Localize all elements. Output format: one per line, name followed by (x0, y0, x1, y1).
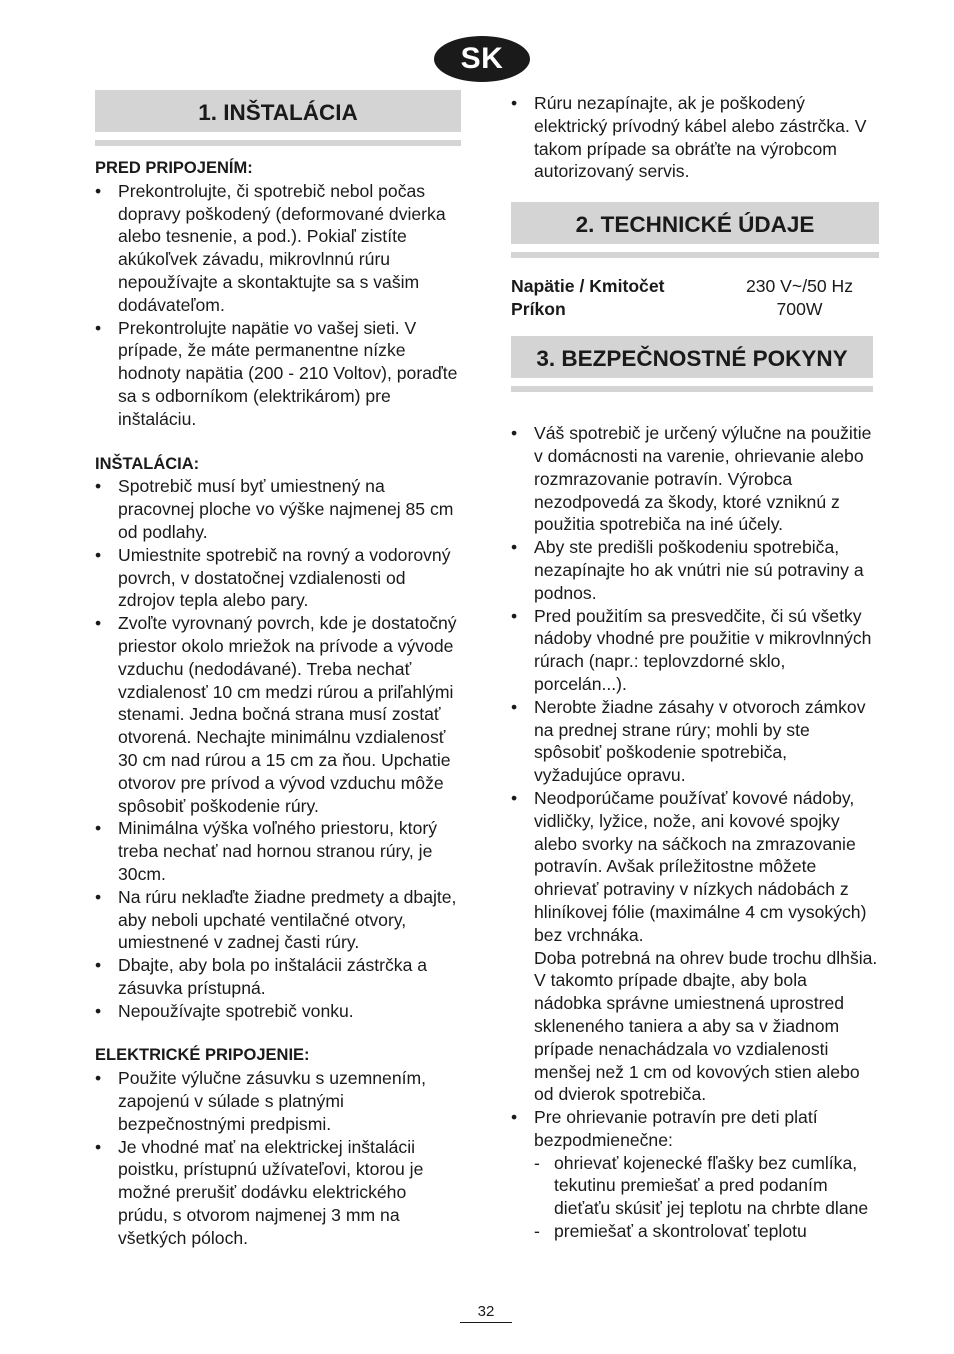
spec-value: 700W (776, 299, 823, 320)
list-item-continuation: Doba potrebná na ohrev bude trochu dlhšia. V takomto prípade dbajte, aby bola nádobka správne umiestnená uprostred skleneného taniera a aby sa v žiadnom prípade nenachádzala vo vzdialenosti menšej než 1 cm od kovových stien alebo od dvierok spotrebiča. (534, 947, 878, 1105)
spec-value: 230 V~/50 Hz (745, 276, 854, 297)
spec-label: Príkon (511, 299, 566, 320)
list-item: • Nepoužívajte spotrebič vonku. (95, 1000, 461, 1023)
technical-title: 2. TECHNICKÉ ÚDAJE (511, 202, 879, 244)
list-item: • Zvoľte vyrovnaný povrch, kde je dostatočný priestor okolo mriežok na prívode a vývode vzduchu (nedodávané). Treba nechať vzdialenosť 10 cm medzi rúrou a priľahlými stenami. Jedna bočná strana musí zostať otvorená. Nechajte minimálnu vzdialenosť 30 cm nad rúrou a 15 cm za ňou. Upchatie otvorov pre prívod a vývod vzduchu môže spôsobiť poškodenie rúry. (95, 612, 461, 817)
list-item: • Pred použitím sa presvedčite, či sú všetky nádoby vhodné pre použitie v mikrovlnných rúrach (napr.: teplovzdorné sklo, porcelán...). (511, 605, 879, 696)
install-heading: INŠTALÁCIA: (95, 454, 200, 473)
list-item: • Spotrebič musí byť umiestnený na pracovnej ploche vo výške najmenej 85 cm od podlahy. (95, 475, 461, 543)
children-sublist (534, 1152, 879, 1243)
list-item: • Váš spotrebič je určený výlučne na použitie v domácnosti na varenie, ohrievanie alebo rozmrazovanie potravín. Výrobca nezodpovedá za škody, ktoré vzniknú z použitia spotrebiča na iné účely. (511, 422, 879, 536)
language-badge: SK (434, 36, 530, 82)
list-item-text: • Pre ohrievanie potravín pre deti platí bezpodmienečne: (534, 1107, 818, 1150)
electrical-list (95, 1067, 461, 1249)
electrical-heading: ELEKTRICKÉ PRIPOJENIE: (95, 1046, 310, 1065)
list-item: • Na rúru neklaďte žiadne predmety a dbajte, aby neboli upchaté ventilačné otvory, umiestnené v zadnej časti rúry. (95, 886, 461, 954)
list-item: • Prekontrolujte napätie vo vašej sieti. V prípade, že máte permanentne nízke hodnoty napätia (200 - 210 Voltov), poraďte sa s odborníkom (elektrikárom) pre inštaláciu. (95, 317, 461, 431)
list-item: • Rúru nezapínajte, ak je poškodený elektrický prívodný kábel alebo zástrčka. V takom prípade sa obráťte na výrobcom autorizovaný servis. (511, 92, 879, 183)
list-item (511, 787, 879, 1106)
sub-list-item: - ohrievať kojenecké fľašky bez cumlíka, tekutinu premiešať a pred podaním dieťaťu skúsiť jej teplotu na chrbte dlane (534, 1152, 879, 1220)
install-list (95, 475, 461, 1022)
list-item: • Je vhodné mať na elektrickej inštalácii poistku, prístupnú užívateľovi, ktorou je možné prerušiť dodávku elektrického prúdu, s otvorom najmenej 3 mm na všetkých póloch. (95, 1136, 461, 1250)
list-item: • Použite výlučne zásuvku s uzemnením, zapojenú v súlade s platnými bezpečnostnými predpismi. (95, 1067, 461, 1135)
before-connection-heading: PRED PRIPOJENÍM: (95, 159, 253, 177)
electrical-list-continued (511, 92, 879, 183)
spec-row (511, 298, 879, 321)
list-item-text: • Neodporúčame používať kovové nádoby, vidličky, lyžice, nože, ani kovové spojky alebo svorky na sáčkoch na zmrazovanie potravín. Avšak príležitostne môžete ohrievať potraviny v nízkych nádobách z hliníkovej fólie (maximálne 4 cm vysokých) bez vrchnáka. (534, 787, 867, 945)
right-column (511, 90, 879, 1243)
safety-list (511, 422, 879, 1243)
list-item: • Minimálna výška voľného priestoru, ktorý treba nechať nad hornou stranou rúry, je 30cm. (95, 817, 461, 885)
list-item: • Aby ste predišli poškodeniu spotrebiča, nezapínajte ho ak vnútri nie sú potraviny a podnos. (511, 536, 879, 604)
installation-title: 1. INŠTALÁCIA (95, 90, 461, 132)
list-item: • Umiestnite spotrebič na rovný a vodorovný povrch, v dostatočnej vzdialenosti od zdrojov tepla alebo pary. (95, 544, 461, 612)
safety-title: 3. BEZPEČNOSTNÉ POKYNY (511, 336, 873, 378)
left-column (95, 90, 461, 1250)
page-number: 32 (460, 1303, 512, 1323)
before-connection-list (95, 180, 461, 431)
spec-row (511, 275, 879, 298)
list-item: • Prekontrolujte, či spotrebič nebol počas dopravy poškodený (deformované dvierka alebo tesnenie, a pod.). Pokiaľ zistíte akúkoľvek závadu, mikrovlnnú rúru nepoužívajte a skontaktujte sa s vašim dodávateľom. (95, 180, 461, 317)
list-item: • Dbajte, aby bola po inštalácii zástrčka a zásuvka prístupná. (95, 954, 461, 1000)
list-item (511, 1106, 879, 1243)
technical-table (511, 275, 879, 321)
list-item: • Nerobte žiadne zásahy v otvoroch zámkov na prednej strane rúry; mohli by ste spôsobiť poškodenie spotrebiča, vyžadujúce opravu. (511, 696, 879, 787)
sub-list-item: - premiešať a skontrolovať teplotu (534, 1220, 879, 1243)
spec-label: Napätie / Kmitočet (511, 276, 665, 297)
